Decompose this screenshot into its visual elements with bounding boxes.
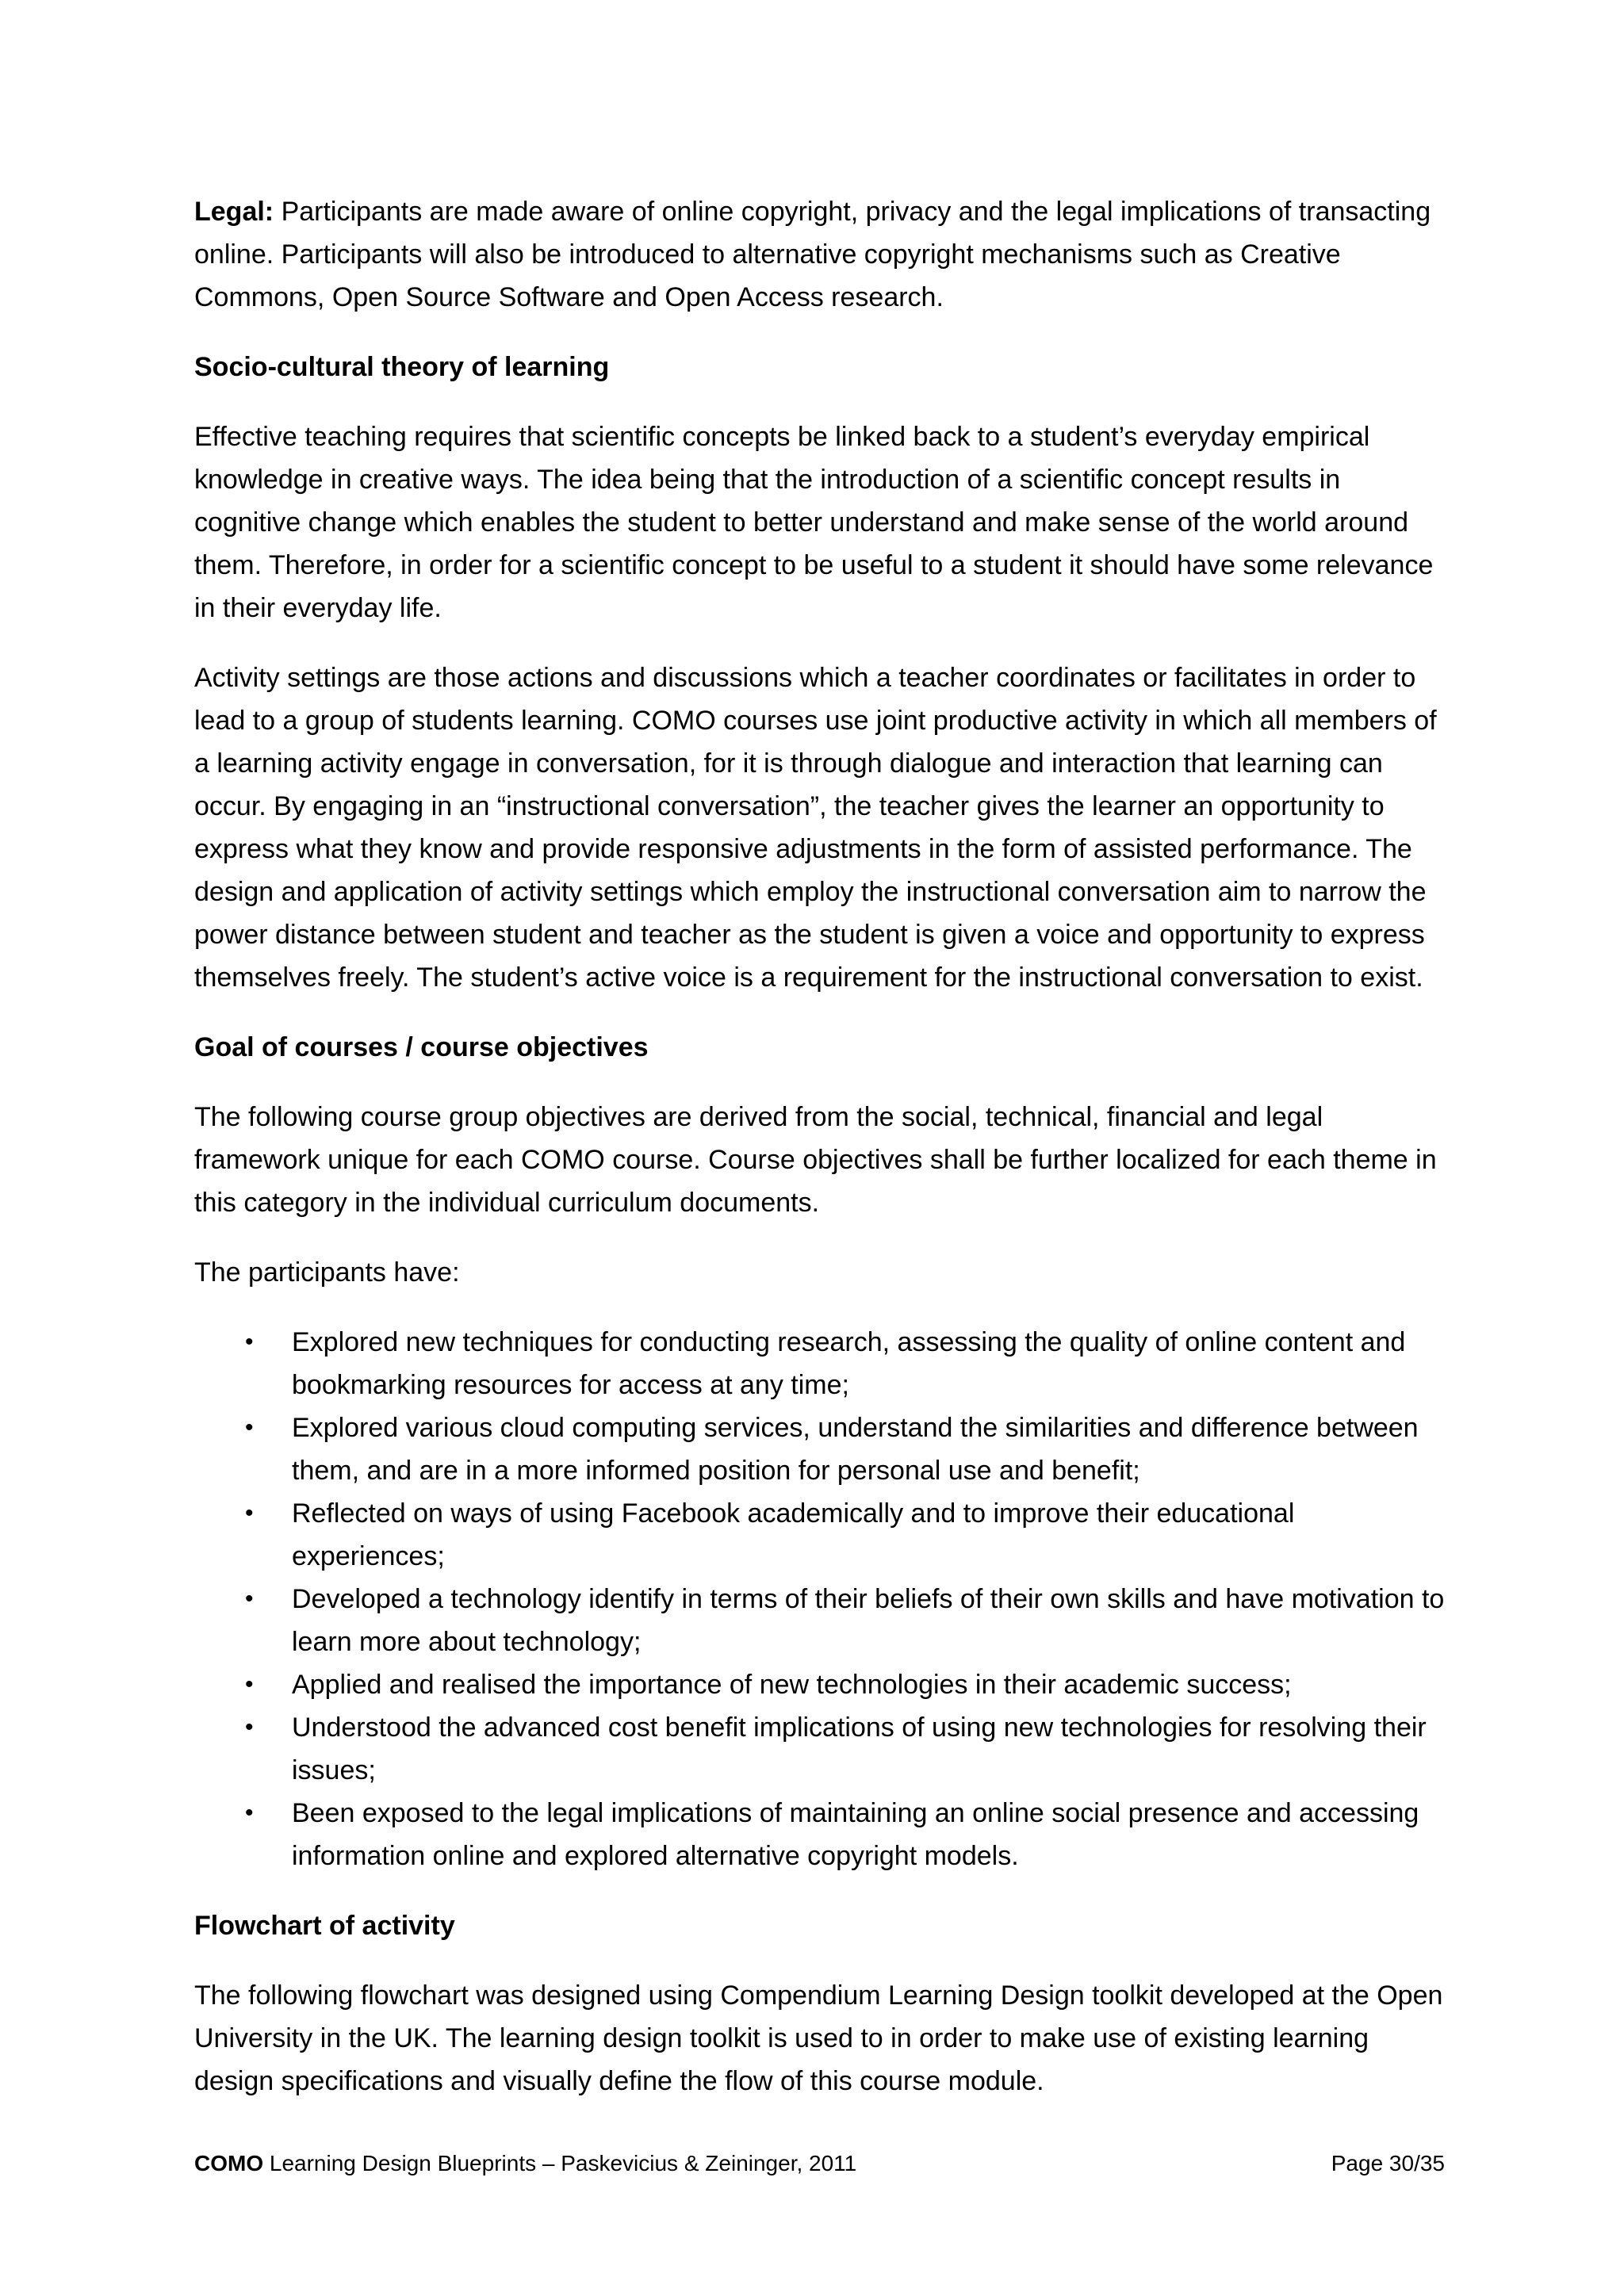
- legal-label: Legal:: [194, 197, 274, 227]
- list-item: [194, 1792, 1451, 1877]
- list-item-text: Applied and realised the importance of new technologies in their academic success;: [292, 1670, 1292, 1700]
- bullet-icon: •: [245, 1586, 254, 1612]
- bullet-icon: •: [245, 1414, 254, 1441]
- document-body: [194, 190, 1451, 2130]
- list-item-text: Explored new techniques for conducting research, assessing the quality of online content and bookmarking resources for access at any time;: [292, 1327, 1406, 1400]
- bullet-icon: •: [245, 1500, 254, 1526]
- legal-text: Participants are made aware of online copyright, privacy and the legal implications of transacting online. Participants will also be introduced to alternative copyright mechanisms such as Creative Commons, Open Source Software and Open Access research.: [194, 197, 1431, 312]
- list-item: [194, 1706, 1451, 1792]
- flowchart-paragraph: The following flowchart was designed using Compendium Learning Design toolkit developed at the Open University in the UK. The learning design toolkit is used to in order to make use of existing learning design specifications and visually define the flow of this course module.: [194, 1980, 1443, 2096]
- footer-citation-text: Learning Design Blueprints – Paskevicius & Zeininger, 2011: [263, 2151, 857, 2175]
- course-objectives-heading: Goal of courses / course objectives: [194, 1032, 649, 1062]
- bullet-icon: •: [245, 1671, 254, 1697]
- bullet-icon: •: [245, 1329, 254, 1355]
- list-item-text: Reflected on ways of using Facebook academically and to improve their educational experiences;: [292, 1498, 1295, 1571]
- socio-cultural-paragraph-2: Activity settings are those actions and discussions which a teacher coordinates or facilitates in order to lead to a group of students learning. COMO courses use joint productive activity in which all members of a learning activity engage in conversation, for it is through dialogue and interaction that learning can occur. By engaging in an “instructional conversation”, the teacher gives the learner an opportunity to express what they know and provide responsive adjustments in the form of assisted performance. The design and application of activity settings which employ the instructional conversation aim to narrow the power distance between student and teacher as the student is given a voice and opportunity to express themselves freely. The student’s active voice is a requirement for the instructional conversation to exist.: [194, 663, 1437, 993]
- list-item-text: Explored various cloud computing services, understand the similarities and difference between them, and are in a more informed position for personal use and benefit;: [292, 1413, 1419, 1486]
- list-item: [194, 1492, 1451, 1578]
- list-item-text: Been exposed to the legal implications of maintaining an online social presence and accessing information online and explored alternative copyright models.: [292, 1798, 1419, 1871]
- list-item-text: Understood the advanced cost benefit implications of using new technologies for resolving their issues;: [292, 1712, 1427, 1785]
- list-item: [194, 1406, 1451, 1492]
- footer-brand: COMO: [194, 2151, 264, 2175]
- flowchart-heading: Flowchart of activity: [194, 1911, 455, 1941]
- bullet-icon: •: [245, 1800, 254, 1826]
- list-item: [194, 1321, 1451, 1406]
- participants-intro: The participants have:: [194, 1257, 460, 1288]
- course-objectives-paragraph: The following course group objectives are derived from the social, technical, financial and legal framework unique for each COMO course. Course objectives shall be further localized for each theme in this category in the individual curriculum documents.: [194, 1102, 1437, 1218]
- list-item-text: Developed a technology identify in terms of their beliefs of their own skills and have motivation to learn more about technology;: [292, 1584, 1445, 1657]
- socio-cultural-heading: Socio-cultural theory of learning: [194, 352, 610, 382]
- footer-citation: [194, 2149, 856, 2178]
- objectives-list: [194, 1321, 1451, 1877]
- page-number: Page 30/35: [1331, 2151, 1445, 2175]
- list-item: [194, 1663, 1451, 1706]
- bullet-icon: •: [245, 1714, 254, 1740]
- socio-cultural-paragraph-1: Effective teaching requires that scientific concepts be linked back to a student’s everyday empirical knowledge in creative ways. The idea being that the introduction of a scientific concept results in cognitive change which enables the student to better understand and make sense of the world around them. Therefore, in order for a scientific concept to be useful to a student it should have some relevance in their everyday life.: [194, 422, 1434, 623]
- legal-paragraph: [194, 190, 1451, 319]
- list-item: [194, 1578, 1451, 1663]
- page-footer: [194, 2149, 1445, 2178]
